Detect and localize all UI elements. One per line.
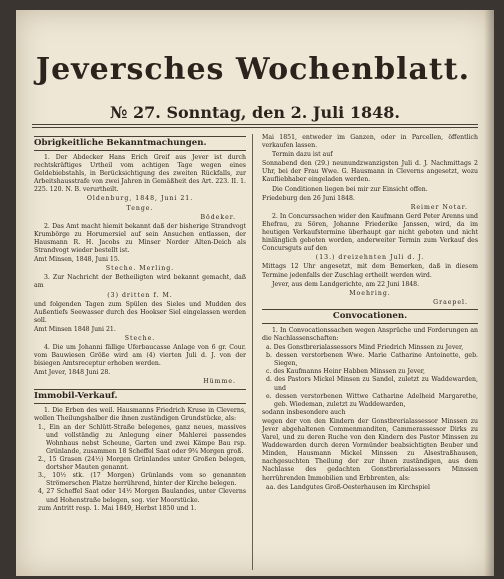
convocation-item-b: b. dessen verstorbenen Wwe. Marie Catharine Antoinette, geb. Siegen, xyxy=(266,352,478,368)
sale-term-date: Sonnabend den (29.) neunundzwanzigsten Juli d. J. Nachmittags 2 Uhr, bei der Frau Wwe. G. Hausmann in Cleverns angesetzt, wozu Kaufliebhaber eingeladen werden. xyxy=(262,160,478,184)
convocation-item-a: a. Des Gonstbrerialassessors Mind Friedrich Minssen zu Jever, xyxy=(266,344,464,352)
header-rule-top xyxy=(32,124,478,125)
convocation-item-aa: aa. des Landgutes Groß-Oesterhausen im Kirchspiel xyxy=(266,483,430,491)
sale-conditions: Die Conditionen liegen bei mir zur Einsicht offen. xyxy=(272,185,428,193)
concourse-signature: Moehring. xyxy=(349,289,391,297)
left-column xyxy=(34,134,246,513)
notice-1-place: Oldenburg, 1848, Juni 21. xyxy=(86,195,194,203)
notice-3-text-b: und folgenden Tagen zum Spülen des Sieles und Mudden des Außentiefs Seewasser durch des Hookser Siel eingelassen werden soll. xyxy=(34,300,246,324)
notice-1-office: Tenge. xyxy=(126,204,154,212)
concourse-date: (13.) dreizehnten Juli d. J. xyxy=(315,254,425,262)
concourse-place: Jever, aus dem Landgerichte, am 22 Juni 1848. xyxy=(272,280,420,288)
convocation-item-d: d. des Pastors Mickel Minsen zu Sandel, zuletzt zu Waddewarden, und xyxy=(266,376,478,392)
section-heading-official: Obrigkeitliche Bekanntmachungen. xyxy=(34,136,246,151)
header-rule-bottom xyxy=(32,127,478,128)
convocation-also: sodann insbesondere auch xyxy=(262,408,346,416)
sale-item-4: 4, 27 Scheffel Saat oder 14½ Morgen Baulandes, unter Cleverns und Hohenstraße belegen, sog. vier Moorstücke. xyxy=(38,488,246,504)
issue-dateline xyxy=(16,103,494,122)
notice-3-signature: Steche. xyxy=(124,334,156,342)
convocation-partition: wegen der von den Kindern der Gonstbrerialassessor Minssen zu Jever abgehaltenen Commenmanditen, Cammerassessor Dirks zu Varel, und zu deren Ruche von den Kindern des Pastor Minssen zu Waddewarden durch deren Vormünder beabsichtigten Beuber und Minden, Hausmann Mickel Minssen zu Alsestraßhausen, nachgesuchten Theilung der zur ihnen zuständigen, aus dem Nachlasse des gedachten Gonstbrerialassessors Minssen herrührenden Immobilien und Erbbrenten, als: xyxy=(262,417,478,482)
column-divider xyxy=(252,134,253,570)
section-heading-real-estate: Immobil-Verkauf. xyxy=(34,389,246,404)
sale-signature: Reimer Notar. xyxy=(410,203,468,211)
notice-3-place: Amt Minsen 1848 Juni 21. xyxy=(34,325,116,333)
notice-3-date: (3) dritten f. M. xyxy=(107,291,173,299)
sale-item-3: 3., 10½ stk. (17 Morgen) Grünlands vom so genannten Strömerschen Platze herrührend, hinter der Kirche belegen. xyxy=(38,472,246,488)
issue-date: den 2. Juli 1848. xyxy=(252,103,400,122)
sale-intro: 1. Die Erben des weil. Hausmanns Friedrich Kruse in Cleverns, wollen Theilungshalber die ihnen zuständigen Grundstücke, als: xyxy=(34,406,246,422)
masthead-title: Jeversches Wochenblatt. xyxy=(35,52,471,87)
notice-3-text: 3. Zur Nachricht der Betheiligten wird bekannt gemacht, daß am xyxy=(34,274,246,290)
section-heading-convocations: Convocationen. xyxy=(262,309,478,324)
convocation-item-e: e. dessen verstorbenen Wittwe Catharine Adelheid Margarethe, geb. Wiedeman, zuletzt zu Waddewarden, xyxy=(266,392,478,408)
notice-1-signature: Bödeker. xyxy=(200,213,236,221)
newspaper-page xyxy=(16,10,494,576)
sale-continued: Mai 1851, entweder im Ganzen, oder in Parcellen, öffentlich verkaufen lassen. xyxy=(262,134,478,150)
notice-4-signature: Hümme. xyxy=(203,378,236,386)
issue-number: № 27. xyxy=(110,103,161,122)
notice-4-place: Amt Jever, 1848 Juni 28. xyxy=(34,369,111,377)
sale-term-label: Termin dazu ist auf xyxy=(272,151,333,159)
right-column xyxy=(262,134,478,492)
concourse-text: 2. In Concurssachen wider den Kaufmann Gerd Peter Arenns und Ehefrau, zu Sören, Johanne Friederike Janssen, wird, da im heutigen Verkaufstermine überhaupt gar nicht geboten und nicht hinlänglich geboten worden, anderweiter Termin zum Verkauf des Concursguts auf den xyxy=(262,212,478,253)
sale-item-2: 2., 15 Grasen (24½) Morgen Grünlandes unter Großen belegen, dortsher Mauten genannt. xyxy=(38,456,246,472)
notice-2-text: 2. Das Amt macht hiemit bekannt daß der bisherige Strandvogt Krumbörge zu Horumersiel auf sein Ansuchen entlassen, der Hausmann R. H. Jacobs zu Minser Norder Alten-Deich als Strandvogt wieder bestellt ist. xyxy=(34,222,246,255)
concourse-signature-2: Graepel. xyxy=(433,298,468,306)
sale-item-1: 1., Ein an der Schlütt-Straße belegenes, ganz neues, massives und vollständig zu Anlegung einer Mahlerei passendes Wohnhaus nebst Scheune, Garten und zwei Kämpe Bau rsp. Grünlande, zusammen 18 Scheffel Saat oder 9¾ Morgen groß. xyxy=(38,423,246,455)
page-edge-shadow xyxy=(484,10,494,576)
notice-2-signature: Steche. Merling. xyxy=(105,265,175,273)
sale-place: Friedeburg den 26 Juni 1848. xyxy=(262,194,355,202)
concourse-text-b: Mittags 12 Uhr angesetzt, mit dem Bemerken, daß in diesem Termine jedenfalls der Zuschlag ertheilt werden wird. xyxy=(262,263,478,279)
notice-1-text: 1. Der Abdecker Hans Erich Greif aus Jever ist durch rechtskräftiges Urtheil vom achtigen Tage wegen eines Geldebiebstahls, in Berücksichtigung des zweiten Rückfalls, zur Arbeitshausstrafe von zwei Jahren in Gemäßheit des Art. 223. II. 1. 225. 120. N. B. verurtheilt. xyxy=(34,154,246,194)
convocation-intro: 1. In Convocationssachen wegen Ansprüche und Forderungen an die Nachlassenschaften: xyxy=(262,326,478,342)
convocation-item-c: c. des Kaufmanns Heinr Habben Minssen zu Jever, xyxy=(266,368,426,376)
issue-day: Sonntag, xyxy=(166,103,247,122)
notice-4-text: 4. Die um Johanni fällige Uferbaucasse Anlage von 6 gr. Cour. vom Bauwiesen Größe wird am (4) vierten Juli d. J. von der bisiegen Amtsreceptur erhoben werden. xyxy=(34,344,246,368)
notice-2-place: Amt Minsen, 1848, Juni 15. xyxy=(34,256,120,264)
sale-item-terms: zum Antritt resp. 1. Mai 1849, Herbst 1850 und 1. xyxy=(38,504,197,512)
